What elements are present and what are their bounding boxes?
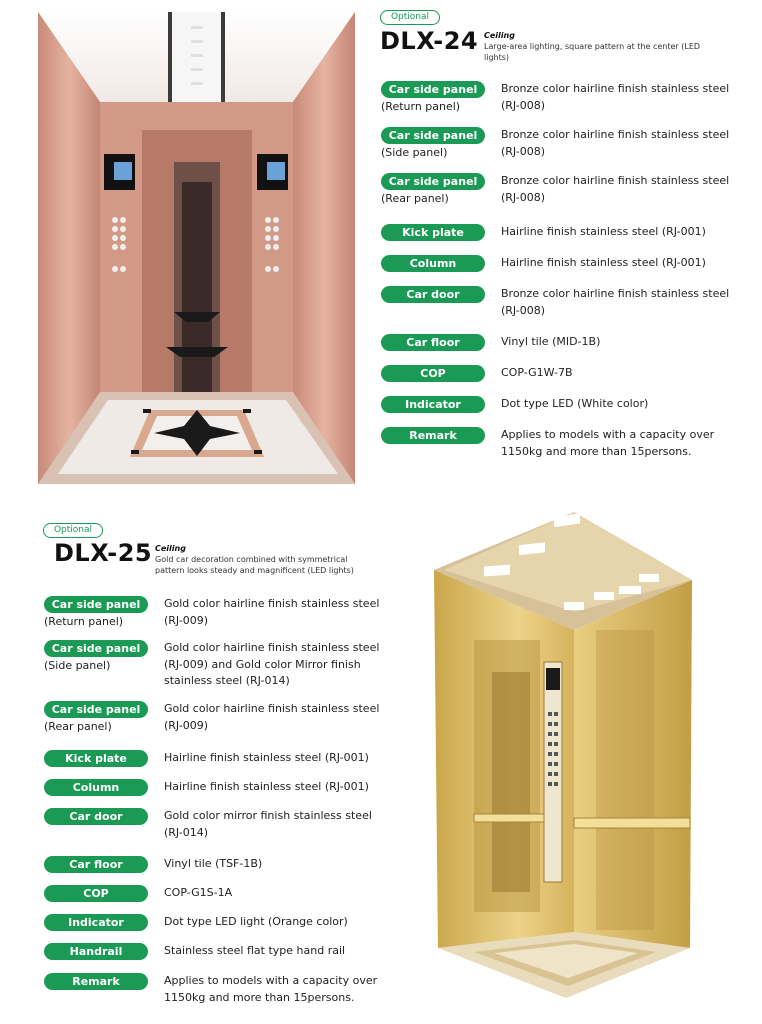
spec-value-column: Hairline finish stainless steel (RJ-001): [501, 256, 706, 269]
spec-value-car-floor: Vinyl tile (MID-1B): [501, 335, 601, 348]
spec-label-rear-panel: Car side panel: [381, 173, 485, 190]
spec-sub-return-panel: (Return panel): [381, 100, 461, 113]
spec-value-kick-plate: Hairline finish stainless steel (RJ-001): [164, 751, 369, 764]
spec-label-car-door: Car door: [381, 286, 485, 303]
spec-label-return-panel: Car side panel: [381, 81, 485, 98]
spec-label-rear-panel: Car side panel: [44, 701, 148, 718]
spec-sub-rear-panel: (Rear panel): [44, 720, 112, 733]
spec-value-car-door: Gold color mirror finish stainless steel (RJ-014): [164, 809, 372, 839]
spec-value-remark: Applies to models with a capacity over 1150kg and more than 15persons.: [501, 428, 715, 458]
spec-value-column: Hairline finish stainless steel (RJ-001): [164, 780, 369, 793]
optional-badge: Optional: [380, 10, 440, 25]
spec-value-car-door: Bronze color hairline finish stainless steel (RJ-008): [501, 287, 730, 317]
spec-label-cop: COP: [44, 885, 148, 902]
spec-label-cop: COP: [381, 365, 485, 382]
spec-value-indicator: Dot type LED light (Orange color): [164, 915, 348, 928]
spec-sub-return-panel: (Return panel): [44, 615, 124, 628]
spec-sub-rear-panel: (Rear panel): [381, 192, 449, 205]
spec-value-rear-panel: Gold color hairline finish stainless steel (RJ-009): [164, 702, 380, 732]
spec-sub-side-panel: (Side panel): [381, 146, 448, 159]
spec-value-return-panel: Bronze color hairline finish stainless steel (RJ-008): [501, 82, 730, 112]
spec-label-kick-plate: Kick plate: [44, 750, 148, 767]
ceiling-description: Gold car decoration combined with symmetrical pattern looks steady and magnificent (LED lights): [155, 555, 354, 575]
spec-value-handrail: Stainless steel flat type hand rail: [164, 944, 346, 957]
spec-label-car-floor: Car floor: [44, 856, 148, 873]
spec-value-side-panel: Bronze color hairline finish stainless steel (RJ-008): [501, 128, 730, 158]
spec-label-side-panel: Car side panel: [381, 127, 485, 144]
spec-value-return-panel: Gold color hairline finish stainless steel (RJ-009): [164, 597, 380, 627]
spec-label-column: Column: [381, 255, 485, 272]
spec-label-side-panel: Car side panel: [44, 640, 148, 657]
spec-value-rear-panel: Bronze color hairline finish stainless steel (RJ-008): [501, 174, 730, 204]
spec-label-car-floor: Car floor: [381, 334, 485, 351]
spec-label-column: Column: [44, 779, 148, 796]
spec-value-cop: COP-G1W-7B: [501, 366, 573, 379]
elevator-photo-dlx24: [38, 12, 355, 484]
spec-label-return-panel: Car side panel: [44, 596, 148, 613]
spec-value-cop: COP-G1S-1A: [164, 886, 233, 899]
spec-label-remark: Remark: [381, 427, 485, 444]
spec-label-indicator: Indicator: [44, 914, 148, 931]
model-title: DLX-25: [54, 539, 153, 567]
spec-value-kick-plate: Hairline finish stainless steel (RJ-001): [501, 225, 706, 238]
model-title: DLX-24: [380, 27, 479, 55]
ceiling-label: Ceiling: [484, 31, 515, 40]
ceiling-label: Ceiling: [155, 544, 186, 553]
spec-label-remark: Remark: [44, 973, 148, 990]
optional-badge: Optional: [43, 523, 103, 538]
spec-sub-side-panel: (Side panel): [44, 659, 111, 672]
spec-label-car-door: Car door: [44, 808, 148, 825]
spec-label-indicator: Indicator: [381, 396, 485, 413]
spec-label-kick-plate: Kick plate: [381, 224, 485, 241]
spec-value-indicator: Dot type LED (White color): [501, 397, 649, 410]
spec-value-side-panel: Gold color hairline finish stainless steel (RJ-009) and Gold color Mirror finish stainless steel (RJ-014): [164, 641, 380, 687]
elevator-photo-dlx25: [434, 512, 694, 998]
spec-label-handrail: Handrail: [44, 943, 148, 960]
spec-value-remark: Applies to models with a capacity over 1150kg and more than 15persons.: [164, 974, 378, 1004]
spec-value-car-floor: Vinyl tile (TSF-1B): [164, 857, 263, 870]
ceiling-description: Large-area lighting, square pattern at the center (LED lights): [484, 42, 701, 62]
